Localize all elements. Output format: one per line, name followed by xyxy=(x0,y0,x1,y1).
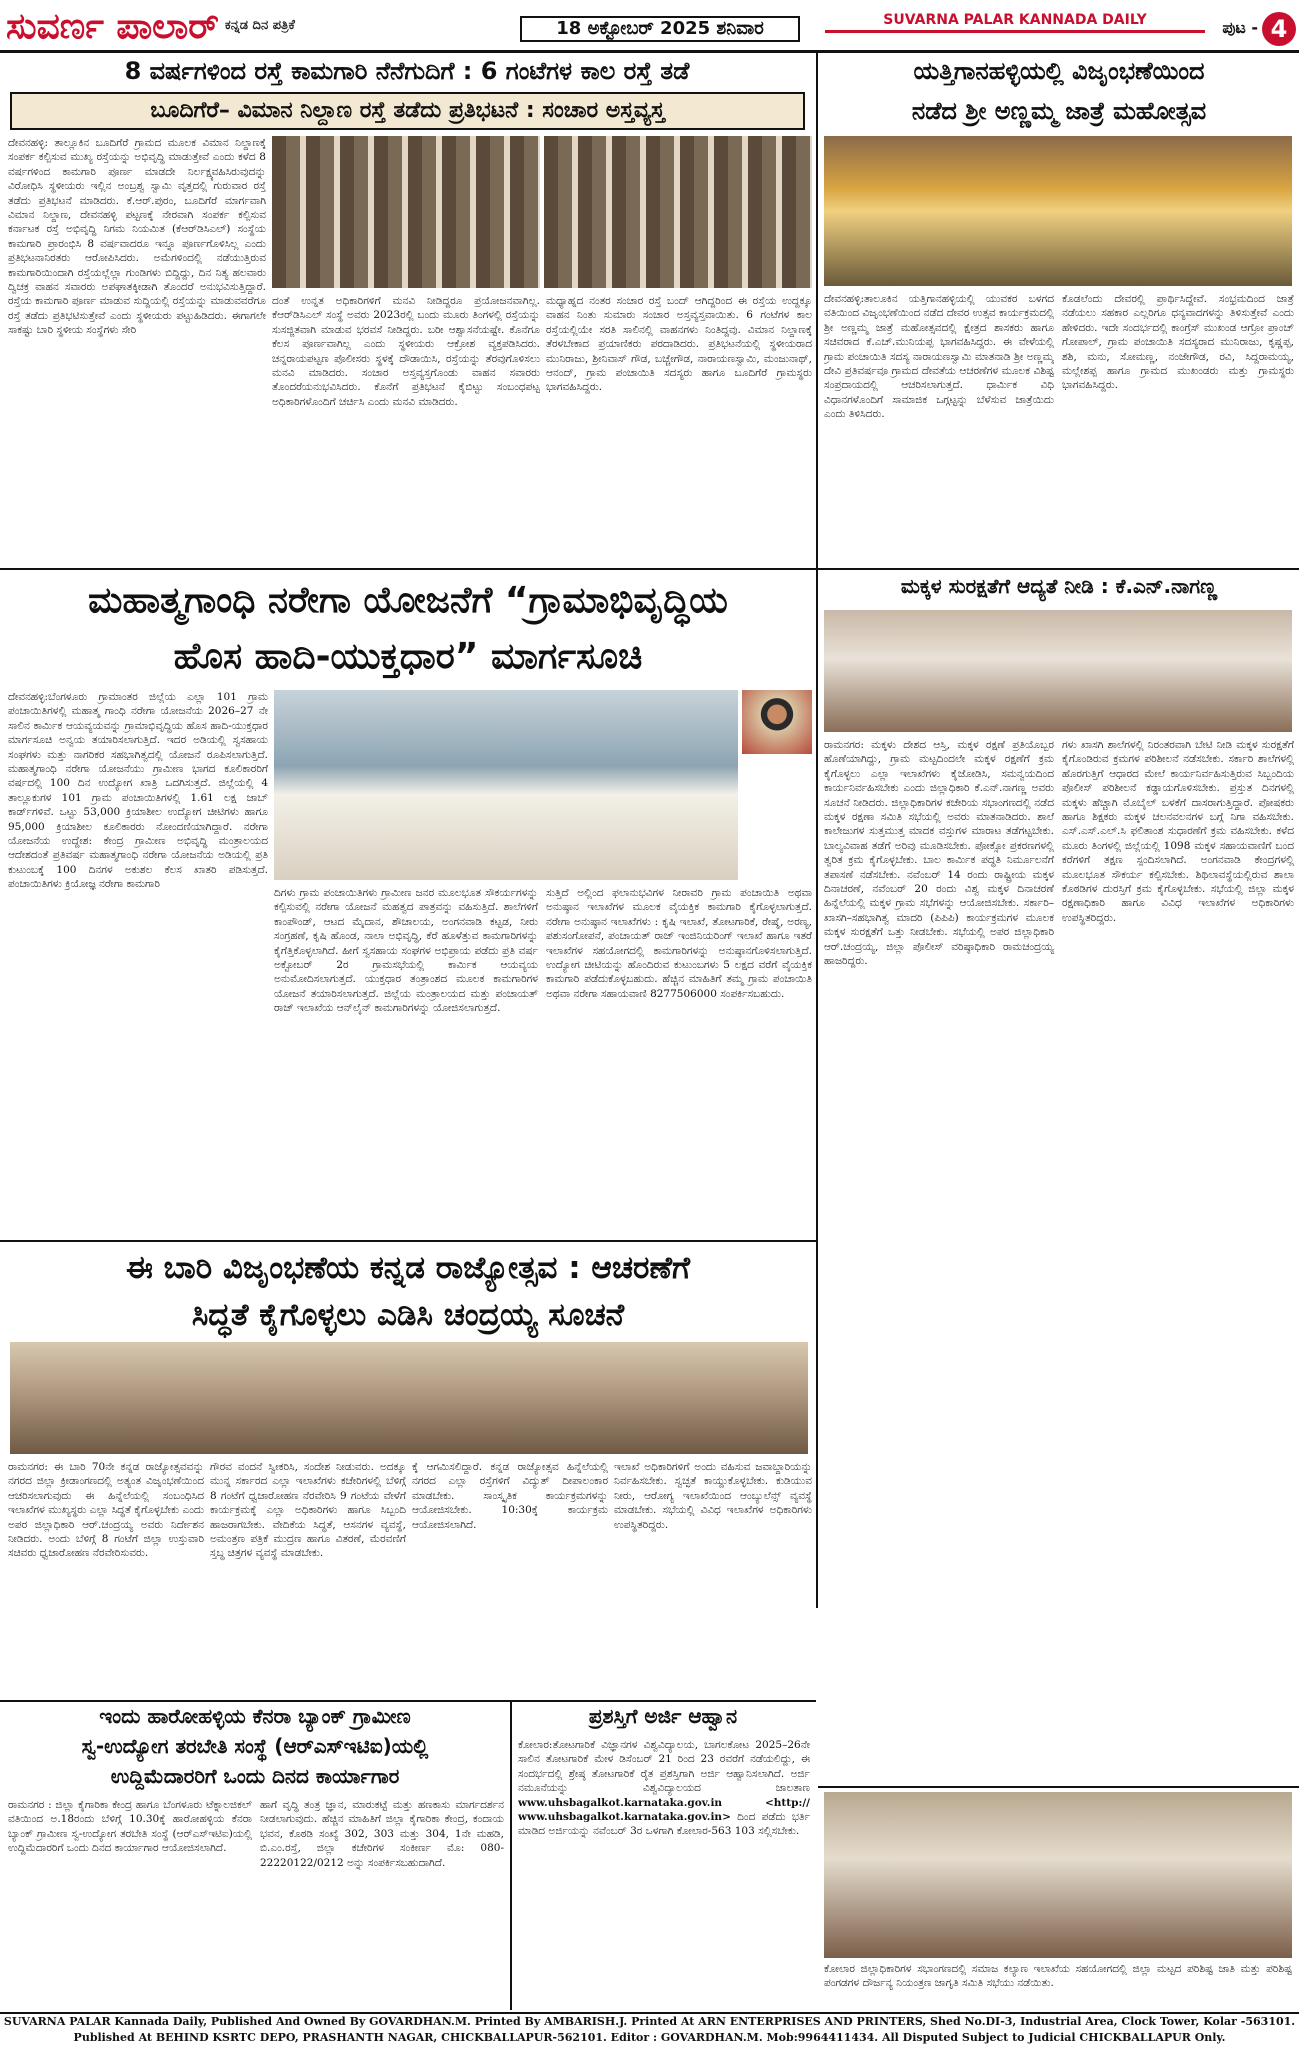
divider xyxy=(0,1700,816,1702)
article3-col1: ದೇವನಹಳ್ಳಿ:ಬೆಂಗಳೂರು ಗ್ರಾಮಾಂತರ ಜಿಲ್ಲೆಯ ಎಲ್ಲಾ 101 ಗ್ರಾಮ ಪಂಚಾಯಿತಿಗಳಲ್ಲಿ ಮಹಾತ್ಮ ಗಾಂಧಿ ನರೇಗಾ ಯೋಜನೆಯ 2026–27 ನೇ ಸಾಲಿನ ಕಾರ್ಮಿಕ ಆಯವ್ಯಯವನ್ನು ಗ್ರಾಮಾಭಿವೃದ್ಧಿಯ ಹೊಸ ಹಾದಿ-ಯುಕ್ತಧಾರ ಮಾರ್ಗಸೂಚಿ ಅನ್ವಯ ತಯಾರಿಸಲಾಗುತ್ತಿದೆ. ಇದರ ಅಡಿಯಲ್ಲಿ ಸ್ವಸಹಾಯ ಸಂಘಗಳು ಮತ್ತು ನಾಗರಿಕರ ಸಹಭಾಗಿತ್ವದಲ್ಲಿ ಯೋಜನೆ ರೂಪಿಸಲಾಗುತ್ತಿದೆ. ಮಹಾತ್ಮಗಾಂಧಿ ನರೇಗಾ ಯೋಜನೆಯು ಗ್ರಾಮೀಣ ಭಾಗದ ಕೂಲಿಕಾರರಿಗೆ ವರ್ಷದಲ್ಲಿ 100 ದಿನ ಉದ್ಯೋಗ ಖಾತ್ರಿ ಒದಗಿಸುತ್ತದೆ. ಜಿಲ್ಲೆಯಲ್ಲಿ 4 ತಾಲ್ಲೂಕುಗಳ 101 ಗ್ರಾಮ ಪಂಚಾಯಿತಿಗಳಲ್ಲಿ 1.61 ಲಕ್ಷ ಜಾಬ್ ಕಾರ್ಡ್‌ಗಳಿವೆ. ಒಟ್ಟು 53,000 ಕ್ರಿಯಾಶೀಲ ಉದ್ಯೋಗ ಚೀಟಿಗಳು ಹಾಗೂ 95,000 ಕ್ರಿಯಾಶೀಲ ಕೂಲಿಕಾರರು ನೋಂದಣಿಯಾಗಿದ್ದಾರೆ. ನರೇಗಾ ಯೋಜನೆಯ ಉದ್ದೇಶ: ಕೇಂದ್ರ ಗ್ರಾಮೀಣ ಅಭಿವೃದ್ಧಿ ಮಂತ್ರಾಲಯದ ಆದೇಶದಂತೆ ಪ್ರತಿವರ್ಷ ಮಹಾತ್ಮಗಾಂಧಿ ನರೇಗಾ ಯೋಜನೆಯ ಅಡಿಯಲ್ಲಿ ಪ್ರತಿ ಕುಟುಂಬಕ್ಕೆ 100 ದಿನಗಳ ಅಕುಶಲ ಕೆಲಸ ಖಾತರಿ ಪಡಿಸುತ್ತದೆ. ಪಂಚಾಯಿತಿಗಳು ಕ್ರಿಯೋಜ್ಞ ನರೇಗಾ ಕಾಮಗಾರಿ xyxy=(8,691,268,891)
imprint-line-1: SUVARNA PALAR Kannada Daily, Published And Owned By GOVARDHAN.M. Printed By AMBARISH.J. Printed At ARN ENTERPRISES AND PRINTERS, Shed No.DI-3, Industrial Area, Clock Tower, Kolar -563101. xyxy=(3,2015,1296,2028)
article2-col1: ದೇವನಹಳ್ಳಿ:ತಾಲೂಕಿನ ಯತ್ತಿಗಾನಹಳ್ಳಿಯಲ್ಲಿ ಯುವಕರ ಬಳಗದ ವತಿಯಿಂದ ವಿಜೃಂಭಣೆಯಿಂದ ನಡೆದ ದೇವರ ಉತ್ಸವ ಕಾರ್ಯಕ್ರಮದಲ್ಲಿ ಶ್ರೀ ಅಣ್ಣಮ್ಮ ಜಾತ್ರೆ ಮಹೋತ್ಸವದಲ್ಲಿ ಕ್ಷೇತ್ರದ ಶಾಸಕರು ಹಾಗೂ ಸಚಿವರಾದ ಕೆ.ಎಚ್.ಮುನಿಯಪ್ಪ ಭಾಗವಹಿಸಿದ್ದರು. ಈ ವೇಳೆಯಲ್ಲಿ ಗ್ರಾಮ ಪಂಚಾಯಿತಿ ಸದಸ್ಯ ನಾರಾಯಣಸ್ವಾಮಿ ಮಾತನಾಡಿ ಶ್ರೀ ಅಣ್ಣಮ್ಮ ದೇವಿ ಪ್ರತಿವರ್ಷವೂ ಗ್ರಾಮದ ದೇವತೆಯ ಆಚರಣೆಗಳ ಮೂಲಕ ವಿಶಿಷ್ಟ ಸಂಪ್ರದಾಯದಲ್ಲಿ ಆಚರಿಸಲಾಗುತ್ತದೆ. ಧಾರ್ಮಿಕ ವಿಧಿ ವಿಧಾನಗಳೊಂದಿಗೆ ಸಾಮಾಜಿಕ ಒಗ್ಗಟ್ಟನ್ನು ಬೆಳೆಸುವ ಜಾತ್ರೆಯಿದು ಎಂದು ತಿಳಿಸಿದರು. xyxy=(824,293,1054,421)
rajyotsava-meeting-photo xyxy=(10,1342,808,1454)
imprint-line-2: Published At BEHIND KSRTC DEPO, PRASHANTH NAGAR, CHICKBALLAPUR-562101. Editor : GOVARDHAN.M. Mob:9964411434. All Disputed Subject to Judicial CHICKBALLAPUR Only. xyxy=(73,2031,1226,2044)
column-divider xyxy=(510,1702,512,2010)
page-number xyxy=(1210,8,1296,48)
article2-col2: ಕೊಡಲೆಂದು ದೇವರಲ್ಲಿ ಪ್ರಾರ್ಥಿಸಿದ್ದೇವೆ. ಸಂಭ್ರಮದಿಂದ ಜಾತ್ರೆ ನಡೆಯಲು ಸಹಕಾರ ಎಲ್ಲರಿಗೂ ಧನ್ಯವಾದಗಳನ್ನು ತಿಳಿಸುತ್ತೇವೆ ಎಂದು ಹೇಳಿದರು. ಇದೇ ಸಂದರ್ಭದಲ್ಲಿ ಕಾಂಗ್ರೆಸ್ ಮುಖಂಡ ಆಗ್ರೋ ಪ್ರಾಂಚ್ ಗೋಪಾಲ್, ಗ್ರಾಮ ಪಂಚಾಯಿತಿ ಸದಸ್ಯರಾದ ಮುನಿರಾಜು, ಕೃಷ್ಣಪ್ಪ, ಶಶಿ, ಮನು, ಸೋಮಣ್ಣ, ನಂಜೇಗೌಡ, ರವಿ, ಸಿದ್ದರಾಮಯ್ಯ, ಮಲ್ಲೇಶಪ್ಪ ಹಾಗೂ ಗ್ರಾಮದ ಮುಖಂಡರು ಮತ್ತು ಗ್ರಾಮಸ್ಥರು ಭಾಗವಹಿಸಿದ್ದರು. xyxy=(1062,293,1294,392)
divider xyxy=(818,1786,1299,1788)
article6-subheadline: ಸ್ವ-ಉದ್ಯೋಗ ತರಬೇತಿ ಸಂಸ್ಥೆ (ಆರ್‌ಎಸ್‌ಇಟಿಐ)ಯಲ್ಲಿ xyxy=(81,1734,429,1758)
article6-subheadline-2: ಉದ್ದಿಮೆದಾರರಿಗೆ ಒಂದು ದಿನದ ಕಾರ್ಯಾಗಾರ xyxy=(110,1764,400,1788)
masthead-rule xyxy=(825,30,1205,33)
article6-headline: ಇಂದು ಹಾರೋಹಳ್ಳಿಯ ಕೆನರಾ ಬ್ಯಾಂಕ್ ಗ್ರಾಮೀಣ xyxy=(99,1704,411,1728)
protest-photo-right xyxy=(544,136,812,288)
child-safety-meeting-photo xyxy=(824,610,1292,732)
award-notice-text: ಕೋಲಾರ:ತೋಟಗಾರಿಕೆ ವಿಜ್ಞಾನಗಳ ವಿಶ್ವವಿದ್ಯಾಲಯ, ಬಾಗಲಕೋಟ 2025–26ನೇ ಸಾಲಿನ ತೋಟಗಾರಿಕೆ ಮೇಳ ಡಿಸೆಂಬರ್ 21 ರಿಂದ 23 ರವರೆಗೆ ನಡೆಯಲಿದ್ದು, ಈ ಸಂದರ್ಭದಲ್ಲಿ ಶ್ರೇಷ್ಠ ತೋಟಗಾರಿಕೆ ರೈತ ಪ್ರಶಸ್ತಿಗಾಗಿ ಅರ್ಜಿ ಆಹ್ವಾನಿಸಲಾಗಿದೆ. ಅರ್ಜಿ ನಮೂನೆಯನ್ನು ವಿಶ್ವವಿದ್ಯಾಲಯದ ಜಾಲತಾಣ xyxy=(518,1739,810,1795)
article2-headline: ಯತ್ತಿಗಾನಹಳ್ಳಿಯಲ್ಲಿ ವಿಜೃಂಭಣೆಯಿಂದ xyxy=(913,57,1205,85)
issue-date: 18 ಅಕ್ಟೋಬರ್ 2025 ಶನಿವಾರ xyxy=(520,16,800,42)
daily-name: SUVARNA PALAR KANNADA DAILY xyxy=(883,12,1147,28)
masthead-tagline: ಕನ್ನಡ ದಿನ ಪತ್ರಿಕೆ xyxy=(224,18,295,33)
page-number-badge: 4 xyxy=(1262,12,1296,46)
university-link[interactable]: www.uhsbagalkot.karnataka.gov.in xyxy=(518,1796,723,1809)
article5-col4: ಇಲಾಖೆ ಅಧಿಕಾರಿಗಳಿಗೆ ಅಂದು ವಹಿಸುವ ಜವಾಬ್ದಾರಿಯನ್ನು ನಿರ್ವಹಿಸಬೇಕು. ಸ್ವಚ್ಛತೆ ಕಾಯ್ದುಕೊಳ್ಳಬೇಕು. ಕುಡಿಯುವ ನೀರು, ಆರೋಗ್ಯ ಇಲಾಖೆಯಿಂದ ಆಂಬ್ಯುಲೆನ್ಸ್ ವ್ಯವಸ್ಥೆ ಮಾಡಬೇಕು. ಸಭೆಯಲ್ಲಿ ವಿವಿಧ ಇಲಾಖೆಗಳ ಅಧಿಕಾರಿಗಳು ಉಪಸ್ಥಿತರಿದ್ದರು. xyxy=(614,1461,812,1531)
article3-col3: ಸುತ್ತಿದೆ ಅಲ್ಲಿಂದ ಫಲಾನುಭವಿಗಳ ನೀರಾವರಿ ಗ್ರಾಮ ಪಂಚಾಯಿತಿ ಅಥವಾ ಅನುಷ್ಠಾನ ಇಲಾಖೆಗಳ ಮೂಲಕ ವೈಯಕ್ತಿಕ ಕಾಮಗಾರಿ ಕೈಗೊಳ್ಳಲಾಗುತ್ತದೆ. ನರೇಗಾ ಅನುಷ್ಠಾನ ಇಲಾಖೆಗಳು : ಕೃಷಿ ಇಲಾಖೆ, ತೋಟಗಾರಿಕೆ, ರೇಷ್ಮೆ, ಅರಣ್ಯ, ಪಶುಸಂಗೋಪನೆ, ಪಂಚಾಯತ್ ರಾಜ್ ಇಂಜಿನಿಯರಿಂಗ್ ಇಲಾಖೆ ಹಾಗೂ ಇತರೆ ಇಲಾಖೆಗಳ ಸಹಯೋಗದಲ್ಲಿ ಕಾಮಗಾರಿಗಳನ್ನು ಅನುಷ್ಠಾನಗೊಳಿಸಲಾಗುತ್ತಿದೆ. ಉದ್ಯೋಗ ಚೀಟಿಯನ್ನು ಹೊಂದಿರುವ ಕುಟುಂಬಗಳು 5 ಲಕ್ಷದ ವರೆಗೆ ವೈಯಕ್ತಿಕ ಕಾಮಗಾರಿ ಪಡೆದುಕೊಳ್ಳಬಹುದು. ಹೆಚ್ಚಿನ ಮಾಹಿತಿಗೆ ತಮ್ಮ ಗ್ರಾಮ ಪಂಚಾಯಿತಿ ಅಥವಾ ನರೇಗಾ ಸಹಾಯವಾಣಿ 8277506000 ಸಂಪರ್ಕಿಸಬಹುದು. xyxy=(546,887,812,1000)
article1-col1: ದೇವನಹಳ್ಳಿ: ತಾಲ್ಲೂಕಿನ ಬೂದಿಗೆರೆ ಗ್ರಾಮದ ಮೂಲಕ ವಿಮಾನ ನಿಲ್ದಾಣಕ್ಕೆ ಸಂಪರ್ಕ ಕಲ್ಪಿಸುವ ಮುಖ್ಯ ರಸ್ತೆಯನ್ನು ಅಭಿವೃದ್ಧಿ ಮಾಡುತ್ತೇವೆ ಎಂದು ಕಳೆದ 8 ವರ್ಷಗಳಿಂದ ಕಾಮಗಾರಿ ಪೂರ್ಣ ಮಾಡದೇ ನಿರ್ಲಕ್ಷ್ಯವಹಿಸಿರುವುದನ್ನು ವಿರೋಧಿಸಿ ಸ್ಥಳೀಯರು ಇಲ್ಲಿನ ಅಂಬ್ರಶ್ವ ಸ್ವಾಮಿ ವೃತ್ತದಲ್ಲಿ ಗುರುವಾರ ರಸ್ತೆ ತಡೆದು ಪ್ರತಿಭಟನೆ ಮಾಡಿದರು. ಕೆ.ಆರ್.ಪುರಂ, ಬೂದಿಗೆರೆ ಮಾರ್ಗವಾಗಿ ವಿಮಾನ ನಿಲ್ದಾಣ, ದೇವನಹಳ್ಳಿ ಪಟ್ಟಣಕ್ಕೆ ನೇರವಾಗಿ ಸಂಪರ್ಕ ಕಲ್ಪಿಸುವ ಕರ್ನಾಟಕ ರಸ್ತೆ ಅಭಿವೃದ್ಧಿ ನಿಗಮ ನಿಯಮಿತ (ಕೆಆರ್‌ಡಿಸಿಎಲ್) ಸಂಸ್ಥೆಯ ಕಾಮಗಾರಿ ಪ್ರಾರಂಭಿಸಿ 8 ವರ್ಷವಾದರೂ ಇನ್ನೂ ಪೂರ್ಣಗೊಳಿಸಿಲ್ಲ ಎಂದು ಪ್ರತಿಭಟನಾನಿರತರು ಆರೋಪಿಸಿದರು. ಅಮೆಗಳಿಂದಲ್ಲಿ ನಡೆಯುತ್ತಿರುವ ಕಾಮಗಾರಿಯಿಂದಾಗಿ ರಸ್ತೆಯಲ್ಲೆಲ್ಲಾ ಗುಂಡಿಗಳು ಬಿದ್ದಿದ್ದು, ದಿನ ನಿತ್ಯ ಹಲವಾರು ದ್ವಿಚಕ್ರ ವಾಹನ ಸವಾರರು ಅಪಘಾತಕ್ಕೀಡಾಗಿ ತೊಂದರೆ ಅನುಭವಿಸುತ್ತಿದ್ದಾರೆ. ರಸ್ತೆಯ ಕಾಮಗಾರಿ ಪೂರ್ಣ ಮಾಡುವ ಸುದ್ದಿಯಲ್ಲಿ ರಸ್ತೆಯನ್ನು ಮಾಡುವವರೆಗೂ ರಸ್ತೆ ತಡೆದು ಪ್ರತಿಭಟಿಸುತ್ತೇವೆ ಎಂದು ಸ್ಥಳೀಯರು ಪಟ್ಟುಹಿಡಿದರು. ಈಗಾಗಲೇ ಸಾಕಷ್ಟು ಬಾರಿ ಸ್ಥಳೀಯ ಸಂಸ್ಥೆಗಳು ಸೇರಿ xyxy=(8,137,266,337)
logo-text: ಸುವರ್ಣ ಪಾಲಾರ್ xyxy=(6,5,219,47)
article4-headline: ಮಕ್ಕಳ ಸುರಕ್ಷತೆಗೆ ಆದ್ಯತೆ ನೀಡಿ : ಕೆ.ಎನ್.ನಾಗಣ್ಣ xyxy=(900,574,1218,598)
article4-col2: ಗಳು ಖಾಸಗಿ ಶಾಲೆಗಳಲ್ಲಿ ನಿರಂತರವಾಗಿ ಬೇಟಿ ನೀಡಿ ಮಕ್ಕಳ ಸುರಕ್ಷತೆಗೆ ಕೈಗೊಂಡಿರುವ ಕ್ರಮಗಳ ಪರಿಶೀಲನೆ ನಡೆಸಬೇಕು. ಸರ್ಕಾರಿ ಶಾಲೆಗಳಲ್ಲಿ ಹೊರಗುತ್ತಿಗೆ ಆಧಾರದ ಮೇಲೆ ಕಾರ್ಯನಿರ್ವಹಿಸುತ್ತಿರುವ ಸಿಬ್ಬಂದಿಯ ಪೊಲೀಸ್ ಪರಿಶೀಲನೆ ಕಡ್ಡಾಯಗೊಳಿಸಬೇಕು. ಪ್ರಸ್ತುತ ದಿನಗಳಲ್ಲಿ ಮಕ್ಕಳು ಹೆಚ್ಚಾಗಿ ಮೊಬೈಲ್ ಬಳಕೆಗೆ ದಾಸರಾಗುತ್ತಿದ್ದಾರೆ. ಪೋಷಕರು ಹಾಗೂ ಶಿಕ್ಷಕರು ಮಕ್ಕಳ ಚಲನವಲನಗಳ ಬಗ್ಗೆ ನಿಗಾ ವಹಿಸಬೇಕು. ಎಸ್.ಎಸ್.ಎಲ್.ಸಿ ಫಲಿತಾಂಶ ಸುಧಾರಣೆಗೆ ಕ್ರಮ ವಹಿಸಬೇಕು. ಕಳೆದ ಮೂರು ತಿಂಗಳಲ್ಲಿ ಜಿಲ್ಲೆಯಲ್ಲಿ 1098 ಮಕ್ಕಳ ಸಹಾಯವಾಣಿಗೆ ಬಂದ ಕರೆಗಳಿಗೆ ತಕ್ಷಣ ಸ್ಪಂದಿಸಲಾಗಿದೆ. ಅಂಗನವಾಡಿ ಕೇಂದ್ರಗಳಲ್ಲಿ ಮೂಲಭೂತ ಸೌಕರ್ಯ ಕಲ್ಪಿಸಬೇಕು. ಶಿಥಿಲಾವಸ್ಥೆಯಲ್ಲಿರುವ ಶಾಲಾ ಕೊಠಡಿಗಳ ದುರಸ್ತಿಗೆ ಕ್ರಮ ಕೈಗೊಳ್ಳಬೇಕು. ಸಭೆಯಲ್ಲಿ ಜಿಲ್ಲಾ ಮಕ್ಕಳ ರಕ್ಷಣಾಧಿಕಾರಿ ಹಾಗೂ ವಿವಿಧ ಇಲಾಖೆಗಳ ಅಧಿಕಾರಿಗಳು ಉಪಸ್ಥಿತರಿದ್ದರು. xyxy=(1062,739,1294,924)
article5-subheadline: ಸಿದ್ಧತೆ ಕೈಗೊಳ್ಳಲು ಎಡಿಸಿ ಚಂದ್ರಯ್ಯ ಸೂಚನೆ xyxy=(191,1297,625,1333)
divider xyxy=(0,568,816,570)
nrega-launch-photo xyxy=(274,690,738,880)
article5-col3: ಕ್ಕೆ ಆಗಮಿಸಲಿದ್ದಾರೆ. ಕನ್ನಡ ರಾಜ್ಯೋತ್ಸವ ಹಿನ್ನೆಲೆಯಲ್ಲಿ ನಗರದ ಎಲ್ಲಾ ರಸ್ತೆಗಳಿಗೆ ವಿದ್ಯುತ್ ದೀಪಾಲಂಕಾರ ಮಾಡಬೇಕು. ಸಾಂಸ್ಕೃತಿಕ ಕಾರ್ಯಕ್ರಮಗಳನ್ನು ಆಯೋಜಿಸಬೇಕು. 10:30ಕ್ಕೆ ಕಾರ್ಯಕ್ರಮ ಆಯೋಜಿಸಲಾಗಿದೆ. xyxy=(412,1461,608,1531)
article3-col2: ದಿಗಳು ಗ್ರಾಮ ಪಂಚಾಯಿತಿಗಳು ಗ್ರಾಮೀಣ ಜನರ ಮೂಲಭೂತ ಸೌಕರ್ಯಗಳನ್ನು ಕಲ್ಪಿಸುವಲ್ಲಿ ನರೇಗಾ ಯೋಜನೆ ಮಹತ್ವದ ಪಾತ್ರವನ್ನು ವಹಿಸುತ್ತಿದೆ. ಶಾಲೆಗಳಿಗೆ ಕಾಂಪೌಂಡ್, ಆಟದ ಮೈದಾನ, ಶೌಚಾಲಯ, ಅಂಗನವಾಡಿ ಕಟ್ಟಡ, ನೀರು ಸಂಗ್ರಹಣೆ, ಕೃಷಿ ಹೊಂಡ, ನಾಲಾ ಅಭಿವೃದ್ಧಿ, ಕೆರೆ ಹೂಳೆತ್ತುವ ಕಾಮಗಾರಿಗಳನ್ನು ಕೈಗೆತ್ತಿಕೊಳ್ಳಲಾಗಿದೆ. ಹೀಗೆ ಸ್ವಸಹಾಯ ಸಂಘಗಳ ಅಭಿಪ್ರಾಯ ಪಡೆದು ಪ್ರತಿ ವರ್ಷ ಅಕ್ಟೋಬರ್ 2ರ ಗ್ರಾಮಸಭೆಯಲ್ಲಿ ಕಾರ್ಮಿಕ ಆಯವ್ಯಯ ಅನುಮೋದಿಸಲಾಗುತ್ತದೆ. ಯುಕ್ತಧಾರ ತಂತ್ರಾಂಶದ ಮೂಲಕ ಕಾಮಗಾರಿಗಳ ಯೋಜನೆ ತಯಾರಿಸಲಾಗುತ್ತದೆ. ಜಿಲ್ಲೆಯ ಮಂತ್ರಾಲಯದ ಮತ್ತು ಪಂಚಾಯತ್ ರಾಜ್ ಇಲಾಖೆಯ ಆನ್‌ಲೈನ್ ಕಾಮಗಾರಿಗಳನ್ನು ಯೋಜಿಸಲಾಗುತ್ತದೆ. xyxy=(274,887,538,1015)
article5-headline: ಈ ಬಾರಿ ವಿಜೃಂಭಣೆಯ ಕನ್ನಡ ರಾಜ್ಯೋತ್ಸವ : ಆಚರಣೆಗೆ xyxy=(125,1250,691,1286)
page-label: ಪುಟ - xyxy=(1222,18,1258,37)
kolar-meeting-photo xyxy=(824,1792,1292,1958)
article2-subheadline: ನಡೆದ ಶ್ರೀ ಅಣ್ಣಮ್ಮ ಜಾತ್ರೆ ಮಹೋತ್ಸವ xyxy=(911,97,1207,125)
protest-photo-left xyxy=(272,136,540,288)
divider xyxy=(0,1240,816,1242)
article6-col1: ರಾಮನಗರ : ಜಿಲ್ಲಾ ಕೈಗಾರಿಕಾ ಕೇಂದ್ರ ಹಾಗೂ ಬೆಂಗಳೂರು ಟೆಕ್ನಾಲಜಿಕಲ್ ವತಿಯಿಂದ ಅ.18ರಂದು ಬೆಳಿಗ್ಗೆ 10.30ಕ್ಕೆ ಹಾರೋಹಳ್ಳಿಯ ಕೆನರಾ ಬ್ಯಾಂಕ್ ಗ್ರಾಮೀಣ ಸ್ವ-ಉದ್ಯೋಗ ತರಬೇತಿ ಸಂಸ್ಥೆ (ಆರ್‌ಎಸ್‌ಇಟಿಐ)ಯಲ್ಲಿ ಉದ್ದಿಮೆದಾರರಿಗೆ ಒಂದು ದಿನದ ಕಾರ್ಯಾಗಾರ ಆಯೋಜಿಸಲಾಗಿದೆ. xyxy=(8,1799,252,1855)
article6-col2: ಹಾಗೆ ವೃದ್ಧಿ ತಂತ್ರ ಜ್ಞಾನ, ಮಾರುಕಟ್ಟೆ ಮತ್ತು ಹಣಕಾಸು ಮಾರ್ಗದರ್ಶನ ನೀಡಲಾಗುವುದು. ಹೆಚ್ಚಿನ ಮಾಹಿತಿಗೆ ಜಿಲ್ಲಾ ಕೈಗಾರಿಕಾ ಕೇಂದ್ರ, ಕಂದಾಯ ಭವನ, ಕೊಠಡಿ ಸಂಖ್ಯೆ 302, 303 ಮತ್ತು 304, 1ನೇ ಮಹಡಿ, ಬಿ.ಎಂ.ರಸ್ತೆ, ಜಿಲ್ಲಾ ಕಚೇರಿಗಳ ಸಂಕೀರ್ಣ ಮೊ: 080-22220122/0212 ಅನ್ನು ಸಂಪರ್ಕಿಸಬಹುದಾಗಿದೆ. xyxy=(260,1799,504,1869)
official-portrait xyxy=(742,690,812,754)
article1-col2: ದಂತೆ ಉನ್ನತ ಅಧಿಕಾರಿಗಳಿಗೆ ಮನವಿ ನೀಡಿದ್ದರೂ ಪ್ರಯೋಜನವಾಗಿಲ್ಲ. ಕೆಆರ್‌ಡಿಸಿಎಲ್ ಸಂಸ್ಥೆ ಅವರು 2023ರಲ್ಲಿ ಬಂದು ಮೂರು ತಿಂಗಳಲ್ಲಿ ರಸ್ತೆಯನ್ನು ಸುಸಜ್ಜಿತವಾಗಿ ಮಾಡುವ ಭರವಸೆ ನೀಡಿದ್ದರು. ಬರೀ ಆಶ್ವಾಸನೆಯಷ್ಟೇ. ಕೊನೆಗೂ ಕೆಲಸ ಪೂರ್ಣವಾಗಿಲ್ಲ ಎಂದು ಸ್ಥಳೀಯರು ಆಕ್ರೋಶ ವ್ಯಕ್ತಪಡಿಸಿದರು. ಚನ್ನರಾಯಪಟ್ಟಣ ಪೊಲೀಸರು ಸ್ಥಳಕ್ಕೆ ದೌಡಾಯಿಸಿ, ರಸ್ತೆಯನ್ನು ತೆರವುಗೊಳಿಸಲು ಮನವಿ ಮಾಡಿದರು. ಸಂಚಾರ ಅಸ್ತವ್ಯಸ್ತಗೊಂಡು ವಾಹನ ಸವಾರರು ತೊಂದರೆಯನುಭವಿಸಿದರು. ಕೊನೆಗೆ ಪ್ರತಿಭಟನೆ ಕೈಬಿಟ್ಟು ಸಂಬಂಧಪಟ್ಟ ಅಧಿಕಾರಿಗಳೊಂದಿಗೆ ಚರ್ಚಿಸಿ ಎಂದು ಮನವಿ ಮಾಡಿದರು. xyxy=(272,295,540,408)
masthead-logo xyxy=(6,4,426,48)
award-notice-tail: ದಿಂದ ಪಡೆದು ಭರ್ತಿ ಮಾಡಿದ ಅರ್ಜಿಯನ್ನು ನವೆಂಬರ್ 3ರ ಒಳಗಾಗಿ ಕೋಲಾರ-563 103 ಸಲ್ಲಿಸಬೇಕು. xyxy=(518,1811,810,1838)
divider xyxy=(818,568,1299,570)
article4-col1: ರಾಮನಗರ: ಮಕ್ಕಳು ದೇಶದ ಆಸ್ತಿ, ಮಕ್ಕಳ ರಕ್ಷಣೆ ಪ್ರತಿಯೊಬ್ಬರ ಹೊಣೆಯಾಗಿದ್ದು, ಗ್ರಾಮ ಮಟ್ಟದಿಂದಲೇ ಮಕ್ಕಳ ರಕ್ಷಣೆಗೆ ಕ್ರಮ ಕೈಗೊಳ್ಳಲು ಎಲ್ಲಾ ಇಲಾಖೆಗಳು ಕೈಜೋಡಿಸಿ, ಸಮನ್ವಯದಿಂದ ಕಾರ್ಯನಿರ್ವಹಿಸಬೇಕು ಎಂದು ಜಿಲ್ಲಾಧಿಕಾರಿ ಕೆ.ಎನ್.ನಾಗಣ್ಣ ಅವರು ಸೂಚನೆ ನೀಡಿದರು. ಜಿಲ್ಲಾಧಿಕಾರಿಗಳ ಕಚೇರಿಯ ಸಭಾಂಗಣದಲ್ಲಿ ನಡೆದ ಮಕ್ಕಳ ರಕ್ಷಣಾ ಸಮಿತಿ ಸಭೆಯಲ್ಲಿ ಅವರು ಮಾತನಾಡಿದರು. ಶಾಲೆ ಕಾಲೇಜುಗಳ ಸುತ್ತಮುತ್ತ ಮಾದಕ ವಸ್ತುಗಳ ಮಾರಾಟ ತಡೆಗಟ್ಟಬೇಕು. ಬಾಲ್ಯವಿವಾಹ ತಡೆಗೆ ಅರಿವು ಮೂಡಿಸಬೇಕು. ಪೋಕ್ಸೋ ಪ್ರಕರಣಗಳಲ್ಲಿ ತ್ವರಿತ ಕ್ರಮ ಕೈಗೊಳ್ಳಬೇಕು. ಬಾಲ ಕಾರ್ಮಿಕ ಪದ್ಧತಿ ನಿರ್ಮೂಲನೆಗೆ ತಪಾಸಣೆ ನಡೆಸಬೇಕು. ನವೆಂಬರ್ 14 ರಂದು ರಾಷ್ಟ್ರೀಯ ಮಕ್ಕಳ ದಿನಾಚರಣೆ, ನವೆಂಬರ್ 20 ರಂದು ವಿಶ್ವ ಮಕ್ಕಳ ದಿನಾಚರಣೆ ಹಿನ್ನೆಲೆಯಲ್ಲಿ ಮಕ್ಕಳ ಗ್ರಾಮ ಸಭೆಗಳನ್ನು ಆಯೋಜಿಸಬೇಕು. ಸರ್ಕಾರಿ–ಖಾಸಗಿ–ಸಹಭಾಗಿತ್ವ ಮಾದರಿ (ಪಿಪಿಪಿ) ಕಾರ್ಯಕ್ರಮಗಳ ಮೂಲಕ ಮಕ್ಕಳ ಸುರಕ್ಷತೆಗೆ ಒತ್ತು ನೀಡಬೇಕು. ಸಭೆಯಲ್ಲಿ ಅಪರ ಜಿಲ್ಲಾಧಿಕಾರಿ ಆರ್.ಚಂದ್ರಯ್ಯ, ಜಿಲ್ಲಾ ಪೊಲೀಸ್ ವರಿಷ್ಠಾಧಿಕಾರಿ ರಾಮಚಂದ್ರಯ್ಯ ಹಾಜರಿದ್ದರು. xyxy=(824,739,1054,968)
article1-subheadline: ಬೂದಿಗೆರೆ– ವಿಮಾನ ನಿಲ್ದಾಣ ರಸ್ತೆ ತಡೆದು ಪ್ರತಿಭಟನೆ : ಸಂಚಾರ ಅಸ್ತವ್ಯಸ್ತ xyxy=(10,92,805,130)
article3-headline: ಮಹಾತ್ಮಗಾಂಧಿ ನರೇಗಾ ಯೋಜನೆಗೆ “ಗ್ರಾಮಾಭಿವೃದ್ಧಿಯ xyxy=(88,580,728,621)
article5-col2: ಗೌರವ ವಂದನೆ ಸ್ವೀಕರಿಸಿ, ಸಂದೇಶ ನೀಡುವರು. ಅದಕ್ಕೂ ಮುನ್ನ ಸರ್ಕಾರದ ಎಲ್ಲಾ ಇಲಾಖೆಗಳು ಕಚೇರಿಗಳಲ್ಲಿ ಬೆಳಿಗ್ಗೆ 8 ಗಂಟೆಗೆ ಧ್ವಜಾರೋಹಣ ನೆರವೇರಿಸಿ 9 ಗಂಟೆಯ ವೇಳೆಗೆ ಕಾರ್ಯಕ್ರಮಕ್ಕೆ ಎಲ್ಲಾ ಅಧಿಕಾರಿಗಳು ಹಾಗೂ ಸಿಬ್ಬಂದಿ ಹಾಜರಾಗಬೇಕು. ವೇದಿಕೆಯ ಸಿದ್ಧತೆ, ಆಸನಗಳ ವ್ಯವಸ್ಥೆ, ಅಮಂತ್ರಣ ಪತ್ರಿಕೆ ಮುದ್ರಣ ಹಾಗೂ ವಿತರಣೆ, ಮೆರವಣಿಗೆ ಸ್ತಬ್ಧ ಚಿತ್ರಗಳ ವ್ಯವಸ್ಥೆ ಮಾಡಬೇಕು. xyxy=(210,1461,406,1560)
imprint-footer xyxy=(0,2012,1299,2047)
column-divider xyxy=(816,53,818,1608)
university-link-alt[interactable]: <http:// www.uhsbagalkot.karnataka.gov.in> xyxy=(518,1796,810,1824)
jatre-photo xyxy=(824,136,1292,286)
article5-col1: ರಾಮನಗರ: ಈ ಬಾರಿ 70ನೇ ಕನ್ನಡ ರಾಜ್ಯೋತ್ಸವವನ್ನು ನಗರದ ಜಿಲ್ಲಾ ಕ್ರೀಡಾಂಗಣದಲ್ಲಿ ಅತ್ಯಂತ ವಿಜೃಂಭಣೆಯಿಂದ ಆಚರಿಸಲಾಗುವುದು ಈ ಹಿನ್ನೆಲೆಯಲ್ಲಿ ಸಂಬಂಧಿಸಿದ ಇಲಾಖೆಗಳ ಮುಖ್ಯಸ್ಥರು ಎಲ್ಲಾ ಸಿದ್ಧತೆ ಕೈಗೊಳ್ಳಬೇಕು ಎಂದು ಅಪರ ಜಿಲ್ಲಾಧಿಕಾರಿ ಆರ್.ಚಂದ್ರಯ್ಯ ಅವರು ನಿರ್ದೇಶನ ನೀಡಿದರು. ಅಂದು ಬೆಳಿಗ್ಗೆ 8 ಗಂಟೆಗೆ ಜಿಲ್ಲಾ ಉಸ್ತುವಾರಿ ಸಚಿವರು ಧ್ವಜಾರೋಹಣ ನೆರವೇರಿಸುವರು. xyxy=(8,1461,204,1560)
kolar-meeting-caption: ಕೋಲಾರ ಜಿಲ್ಲಾಧಿಕಾರಿಗಳ ಸಭಾಂಗಣದಲ್ಲಿ ಸಮಾಜ ಕಲ್ಯಾಣ ಇಲಾಖೆಯ ಸಹಯೋಗದಲ್ಲಿ ಜಿಲ್ಲಾ ಮಟ್ಟದ ಪರಿಶಿಷ್ಟ ಜಾತಿ ಮತ್ತು ಪರಿಶಿಷ್ಟ ಪಂಗಡಗಳ ದೌರ್ಜನ್ಯ ನಿಯಂತ್ರಣ ಜಾಗೃತಿ ಸಮಿತಿ ಸಭೆಯು ನಡೆಯಿತು. xyxy=(824,1963,1292,1990)
article7-body xyxy=(518,1738,810,2008)
article1-col3: ಮಧ್ಯಾಹ್ನದ ನಂತರ ಸಂಚಾರ ರಸ್ತೆ ಬಂದ್ ಆಗಿದ್ದರಿಂದ ಈ ರಸ್ತೆಯ ಉದ್ದಕ್ಕೂ ವಾಹನ ನಿಂತು ಸುಮಾರು ಸಂಚಾರ ಅಸ್ತವ್ಯಸ್ತವಾಯಿತು. 6 ಗಂಟೆಗಳ ಕಾಲ ರಸ್ತೆಯಲ್ಲಿಯೇ ಸರತಿ ಸಾಲಿನಲ್ಲಿ ವಾಹನಗಳು ನಿಂತಿದ್ದವು. ವಿಮಾನ ನಿಲ್ದಾಣಕ್ಕೆ ತೆರಳಬೇಕಾದ ಪ್ರಯಾಣಿಕರು ಪರದಾಡಿದರು. ಪ್ರತಿಭಟನೆಯಲ್ಲಿ ಸ್ಥಳೀಯರಾದ ಮುನಿರಾಜು, ಶ್ರೀನಿವಾಸ್ ಗೌಡ, ಬಚ್ಚೇಗೌಡ, ನಾರಾಯಣಸ್ವಾಮಿ, ಮಂಜುನಾಥ್, ಆನಂದ್, ಗ್ರಾಮ ಪಂಚಾಯಿತಿ ಸದಸ್ಯರು ಹಾಗೂ ಬೂದಿಗೆರೆ ಗ್ರಾಮಸ್ಥರು ಭಾಗವಹಿಸಿದ್ದರು. xyxy=(546,295,812,394)
article7-headline: ಪ್ರಶಸ್ತಿಗೆ ಅರ್ಜಿ ಆಹ್ವಾನ xyxy=(588,1704,738,1728)
article3-subheadline: ಹೊಸ ಹಾದಿ-ಯುಕ್ತಧಾರ” ಮಾರ್ಗಸೂಚಿ xyxy=(173,636,643,677)
masthead-divider xyxy=(0,50,1299,53)
article1-headline: 8 ವರ್ಷಗಳಿಂದ ರಸ್ತೆ ಕಾಮಗಾರಿ ನೆನೆಗುದಿಗೆ : 6 ಗಂಟೆಗಳ ಕಾಲ ರಸ್ತೆ ತಡೆ xyxy=(124,57,690,85)
